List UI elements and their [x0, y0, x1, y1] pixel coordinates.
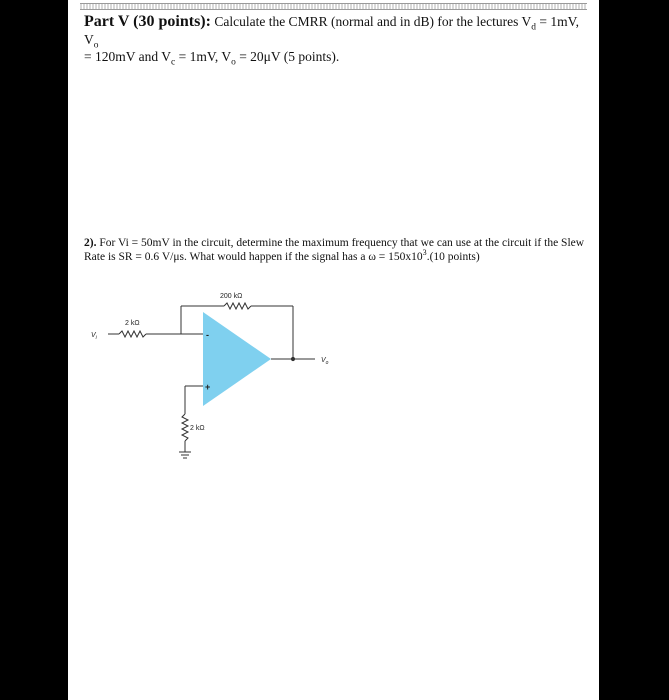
question-2-points: .(10 points)	[426, 251, 480, 264]
subscript-o: o	[231, 57, 236, 68]
ground-resistor-symbol	[182, 414, 188, 441]
output-voltage-letter: V	[321, 357, 326, 364]
question-2-text: For Vi = 50mV in the circuit, determine the maximum frequency that we can use at the circuit if the Slew Rate is SR = 0.6 V/μs. What would happen if the signal has a ω = 150x10	[84, 237, 585, 264]
superscript-3: 3	[422, 248, 427, 258]
input-resistor-symbol	[119, 331, 146, 337]
output-node	[291, 357, 294, 360]
subscript-d: d	[531, 22, 536, 33]
part-5-text: = 120mV and V	[84, 48, 171, 64]
output-voltage-label	[321, 357, 329, 366]
input-voltage-letter: V	[91, 332, 96, 339]
input-voltage-label	[91, 332, 98, 341]
subscript-o: o	[93, 40, 99, 51]
subscript-c: c	[171, 57, 176, 68]
part-5-text: = 1mV, V	[84, 14, 579, 47]
part-5-text: Calculate the CMRR (normal and in dB) for the lectures V	[210, 14, 532, 29]
circuit-diagram	[68, 0, 599, 700]
feedback-resistor-symbol	[224, 303, 251, 309]
input-voltage-subscript: i	[95, 335, 97, 341]
part-5-text: = 1mV, V	[175, 48, 232, 64]
part-5-text: = 20μV (5 points).	[235, 48, 340, 64]
non-inverting-input-sign: +	[205, 382, 211, 392]
question-2-number: 2).	[84, 237, 97, 249]
output-voltage-subscript: o	[325, 360, 329, 366]
feedback-resistor-label: 200 kΩ	[220, 293, 243, 300]
ground-resistor-label: 2 kΩ	[190, 425, 205, 432]
op-amp-symbol	[203, 312, 271, 406]
inverting-input-sign: -	[206, 330, 209, 340]
input-resistor-label: 2 kΩ	[125, 320, 140, 327]
part-5-title: Part V (30 points):	[84, 13, 211, 30]
document-page	[68, 0, 599, 700]
